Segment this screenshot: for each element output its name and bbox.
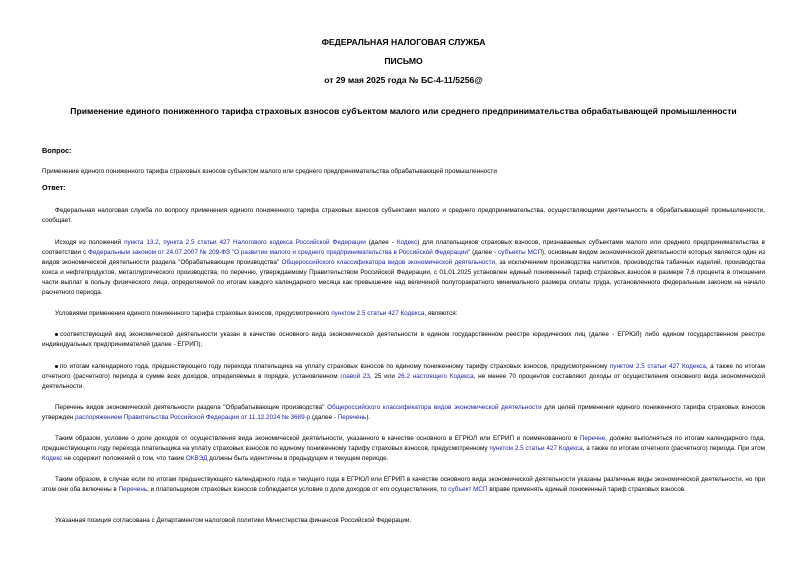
- bullet-icon: [55, 365, 58, 368]
- answer-paragraph-1: Федеральная налоговая служба по вопросу применения единого пониженного тарифа страховых взносов субъектами малого и среднего предпринимательства, осуществляющими деятельность в обрабатывающей промышленности, сообщает.: [42, 207, 765, 224]
- answer-paragraph-3: Условиями применения единого пониженного тарифа страховых взносов, предусмотренного пунктом 2.5 статьи 427 Кодекса, являются:: [55, 310, 458, 317]
- link-article-427-p5[interactable]: пунктом 2.5 статьи 427 Кодекса: [489, 445, 583, 452]
- answer-paragraph-6: Таким образом, в случае если по итогам предшествующего календарного года и текущего года в ЕГРЮЛ или ЕГРИП в качестве основного вида экономической деятельности указаны различные виды экономической деятельности, но при этом они оба включены в Перечень, и плательщиком страховых взносов соблюдается условие о доле доходов от его осуществления, то субъект МСП вправе применять единый пониженный тариф страховых взносов.: [42, 476, 765, 493]
- document-title: Применение единого пониженного тарифа страховых взносов субъектом малого или среднего предпринимательства обрабатывающей промышленности: [70, 106, 737, 116]
- bullet-item-2: по итогам календарного года, предшествующего году перехода плательщика на уплату страховых взносов по единому пониженному тарифу страховых взносов, предусмотренному пунктом 2.5 статьи 427 Кодекса, а также по итогам отчетного (расчетного) периода в сумме всех доходов, определяемых в порядке, установленном главой 23, 25 или 26.2 настоящего Кодекса, не менее 70 процентов составляют доходы от осуществления основного вида экономической деятельности.: [42, 363, 765, 390]
- link-okved-classifier[interactable]: Общероссийского классификатора видов экономической деятельности: [281, 259, 496, 266]
- document-type: ПИСЬМО: [384, 56, 423, 66]
- bullet-item-1: соответствующий вид экономической деятельности указан в качестве основного вида экономической деятельности в едином государственном реестре юридических лиц (далее - ЕГРЮЛ) либо едином государственном реестре индивидуальных предпринимателей (далее - ЕГРИП);: [42, 331, 765, 348]
- agency-name: ФЕДЕРАЛЬНАЯ НАЛОГОВАЯ СЛУЖБА: [321, 37, 486, 47]
- link-okved[interactable]: ОКВЭД: [185, 455, 208, 462]
- question-text: Применение единого пониженного тарифа страховых взносов субъектом малого или среднего предпринимательства обрабатывающей промышленности: [42, 168, 497, 175]
- answer-label: Ответ:: [42, 183, 66, 192]
- link-list-p6[interactable]: Перечень: [118, 486, 148, 493]
- bullet-icon: [55, 333, 58, 336]
- answer-paragraph-4: Перечень видов экономической деятельности раздела "Обрабатывающие производства" Общероссийского классификатора видов экономической деятельности для целей применения единого пониженного тарифа страховых взносов утвержден распоряжением Правительства Российской Федерации от 11.12.2024 № 3689-р (далее - Перечень).: [42, 404, 765, 421]
- link-sme-subject[interactable]: субъект МСП: [448, 486, 488, 493]
- link-article-427-p3[interactable]: пунктом 2.5 статьи 427 Кодекса: [331, 310, 425, 317]
- answer-paragraph-5: Таким образом, условие о доле доходов от осуществления вида экономической деятельности, указанного в качестве основного в ЕГРЮЛ или ЕГРИП и поименованного в Перечне, должно выполняться по итогам календарного года, предшествующего году перехода плательщика на уплату страховых взносов по единому пониженному тарифу страховых взносов, предусмотренному пунктом 2.5 статьи 427 Кодекса, а также по итогам отчетного (расчетного) периода. При этом Кодекс не содержит положений о том, что такие ОКВЭД должны быть идентичны в предыдущем и текущем периоде.: [42, 435, 765, 462]
- document-reference: от 29 мая 2025 года № БС-4-11/5256@: [324, 75, 483, 85]
- link-okved-classifier-p4[interactable]: Общероссийского классификатора видов экономической деятельности: [327, 404, 542, 411]
- link-list-p5[interactable]: Перечне: [579, 435, 606, 442]
- link-federal-law-209[interactable]: Федеральным законом от 24.07.2007 № 209-ФЗ "О развитии малого и среднего предпринимательства в Российской Федерации": [88, 249, 471, 256]
- link-code[interactable]: Кодекс: [396, 239, 418, 246]
- link-chapter-23[interactable]: главой 23: [340, 373, 370, 380]
- link-government-order[interactable]: распоряжением Правительства Российской Федерации от 11.12.2024 № 3689-р: [75, 414, 311, 421]
- link-article-427-b2[interactable]: пунктом 2.5 статьи 427 Кодекса: [609, 363, 706, 370]
- link-item-13-2[interactable]: пункта 13.2: [124, 239, 159, 246]
- link-sme-subjects[interactable]: субъекты МСП: [498, 249, 543, 256]
- question-label: Вопрос:: [42, 146, 72, 155]
- link-article-427[interactable]: пункта 2.5 статьи 427 Налогового кодекса Российской Федерации: [163, 239, 366, 246]
- answer-paragraph-2: Исходя из положений пункта 13.2, пункта 2.5 статьи 427 Налогового кодекса Российской Федерации (далее - Кодекс) для плательщиков страховых взносов, признаваемых субъектами малого или среднего предпринимательства в соответствии с Федеральным законом от 24.07.2007 № 209-ФЗ "О развитии малого и среднего предпринимательства в Российской Федерации" (далее - субъекты МСП), основным видом экономической деятельности которых является один из видов экономической деятельности раздела "Обрабатывающие производства" Общероссийского классификатора видов экономической деятельности, за исключением производства напитков, производства табачных изделий, производства кокса и нефтепродуктов, металлургического производства, по перечню, утверждаемому Правительством Российской Федерации, с 01.01.2025 установлен единый пониженный тариф страховых взносов в размере 7,6 процента в отношении части выплат в пользу физического лица, определяемой по итогам каждого календарного месяца как превышение над величиной полуторакратного минимального размера оплаты труда, установленного федеральным законом на начало расчетного периода.: [42, 239, 766, 296]
- link-list[interactable]: Перечень: [337, 414, 367, 421]
- link-chapter-26-2[interactable]: 26.2 настоящего Кодекса: [397, 373, 474, 380]
- link-code-p5[interactable]: Кодекс: [42, 455, 63, 462]
- answer-paragraph-7: Указанная позиция согласована с Департаментом налоговой политики Министерства финансов Российской Федерации.: [55, 517, 412, 524]
